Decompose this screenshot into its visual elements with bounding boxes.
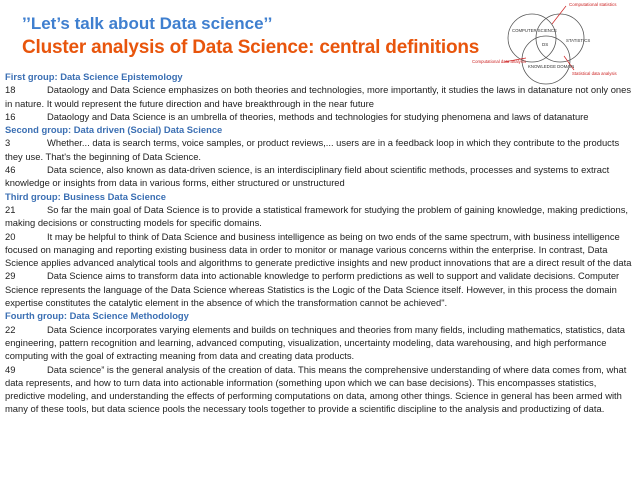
definition-entry <box>5 163 633 190</box>
entry-text: So far the main goal of Data Science is to provide a statistical framework for studying the problem of gaining knowledge, making predictions, making decisions or constructing models for specific domains. <box>5 203 629 229</box>
entry-text: Data Science incorporates varying elements and builds on techniques and theories from many fields, including mathematics, statistics, data engineering, pattern recognition and learning, advanced computing, visualization, uncertainty modeling, data warehousing, and high performance computing with the goal of extracting meaning from data and creating data products. <box>5 323 625 362</box>
group-heading-4: Fourth group: Data Science Methodology <box>5 310 189 322</box>
entry-number: 46 <box>5 164 16 176</box>
definition-entry <box>5 363 633 416</box>
group-heading-2: Second group: Data driven (Social) Data Science <box>5 124 223 136</box>
definition-entry <box>5 136 633 163</box>
definitions-content <box>5 70 633 416</box>
group-heading-3: Third group: Business Data Science <box>5 190 166 202</box>
entry-number: 18 <box>5 84 16 96</box>
entry-number: 16 <box>5 110 16 122</box>
entry-text: Dataology and Data Science emphasizes on both theories and technologies, more importantly, it studies the laws in datanature not only ones in nature. It would represent the future direction and have breakthrough in the near future <box>5 84 632 109</box>
entry-number: 21 <box>5 203 16 215</box>
entry-text: Whether... data is search terms, voice samples, or product reviews,... users are in a feedback loop in which they contribute to the products they use. That's the beginning of Data Science. <box>5 137 620 162</box>
definition-entry <box>5 230 633 270</box>
entry-text: Data science” is the general analysis of the creation of data. This means the comprehensive understanding of where data comes from, what data represents, and how to turn data into actionable information (something upon which we can base decisions). This encompasses statistics, predictive modeling, and understanding the effects of performing computations on data, among other things. Science in general has been armed with many of these tools, but data science pools the necessary tools together to provide a scientific discipline to the analysis and productizing of data. <box>5 363 627 415</box>
entry-number: 3 <box>5 137 11 149</box>
label-statistics: STATISTICS <box>566 38 591 43</box>
entry-text: Data Science aims to transform data into actionable knowledge to perform predictions as well to support and validate decisions. Computer Science represents the language of the Data Science whereas Statistics is the Logic of the Data Science itself. However, in this process the domain expertise constitutes the catalytic element in the absence of which the transformation cannot be achieved". <box>5 270 620 309</box>
entry-number: 22 <box>5 323 16 335</box>
entry-text: It may be helpful to think of Data Science and business intelligence as being on two ends of the same spectrum, with business intelligence focused on managing and reporting existing business data in order to monitor or manage various concerns within the enterprise. In contrast, Data Science applies advanced analytical tools and algorithms to generate predictive insights and new product innovations that are a direct result of the data <box>5 230 632 269</box>
label-computational-data-analysis: Computational data analysis <box>472 59 526 64</box>
circle-computer-science <box>508 14 556 62</box>
label-statistical-data-analysis: Statistical data analysis <box>572 71 617 76</box>
entry-number: 49 <box>5 363 16 375</box>
definition-entry <box>5 110 633 123</box>
label-computer-science: COMPUTER SCIENCE <box>512 28 557 33</box>
page-title: Cluster analysis of Data Science: central definitions <box>22 37 480 58</box>
title-line-1: ’’Let’s talk about Data science’’ <box>22 14 273 33</box>
definition-entry <box>5 269 633 309</box>
entry-number: 29 <box>5 270 16 282</box>
entry-text: Dataology and Data Science is an umbrella of theories, methods and technologies for studying phenomena and laws of datanature <box>47 110 589 122</box>
entry-number: 20 <box>5 230 16 242</box>
label-knowledge-domain: KNOWLEDGE DOMAIN <box>528 64 575 69</box>
definition-entry <box>5 323 633 363</box>
label-computational-statistics: Computational statistics <box>569 2 617 7</box>
label-ds: DS <box>542 42 549 47</box>
entry-text: Data science, also known as data-driven science, is an interdisciplinary field about scientific methods, processes and systems to extract knowledge or insights from data in various forms, either structured or unstructured <box>5 164 610 189</box>
group-heading-1: First group: Data Science Epistemology <box>5 71 183 82</box>
definition-entry <box>5 83 633 110</box>
definition-entry <box>5 203 633 230</box>
